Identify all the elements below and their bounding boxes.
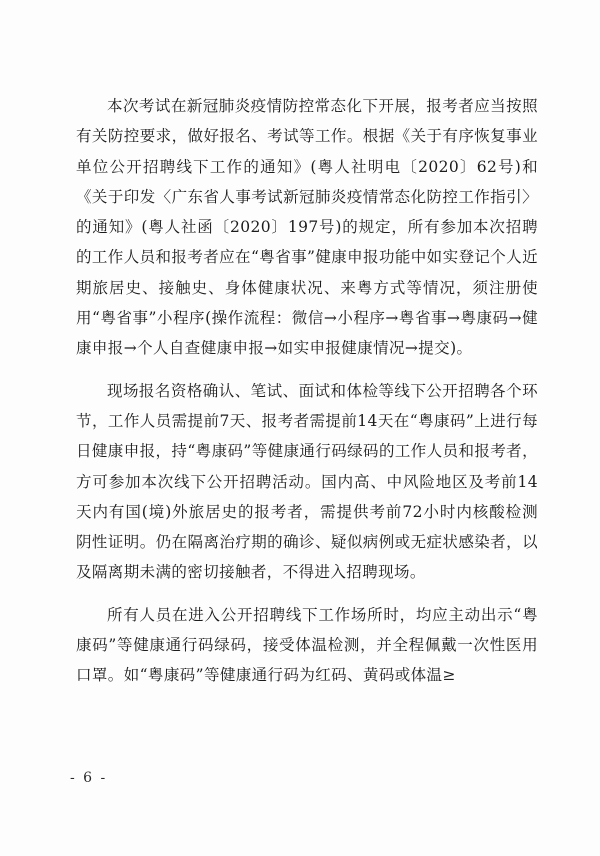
body-text	[76, 91, 538, 703]
paragraph-health-declaration: 现场报名资格确认、笔试、面试和体检等线下公开招聘各个环节，工作人员需提前7天、报考者需提前14天在“粤康码”上进行每日健康申报，持“粤康码”等健康通行码绿码的工作人员和报考者，方可参加本次线下公开招聘活动。国内高、中风险地区及考前14天内有国(境)外旅居史的报考者，需提供考前72小时内核酸检测阴性证明。仍在隔离治疗期的确诊、疑似病例或无症状感染者，以及隔离期未满的密切接触者，不得进入招聘现场。	[76, 381, 538, 582]
page-number: - 6 -	[70, 770, 108, 786]
paragraph-venue-entry: 所有人员在进入公开招聘线下工作场所时，均应主动出示“粤康码”等健康通行码绿码，接受体温检测，并全程佩戴一次性医用口罩。如“粤康码”等健康通行码为红码、黄码或体温≥	[76, 605, 538, 685]
paragraph-epidemic-requirements: 本次考试在新冠肺炎疫情防控常态化下开展，报考者应当按照有关防控要求，做好报名、考试等工作。根据《关于有序恢复事业单位公开招聘线下工作的通知》(粤人社明电〔2020〕62号)和《关于印发〈广东省人事考试新冠肺炎疫情常态化防控工作指引〉的通知》(粤人社函〔2020〕197号)的规定，所有参加本次招聘的工作人员和报考者应在“粤省事”健康申报功能中如实登记个人近期旅居史、接触史、身体健康状况、来粤方式等情况，须注册使用“粤省事”小程序(操作流程：微信→小程序→粤省事→粤康码→健康申报→个人自查健康申报→如实申报健康情况→提交)。	[76, 97, 538, 358]
